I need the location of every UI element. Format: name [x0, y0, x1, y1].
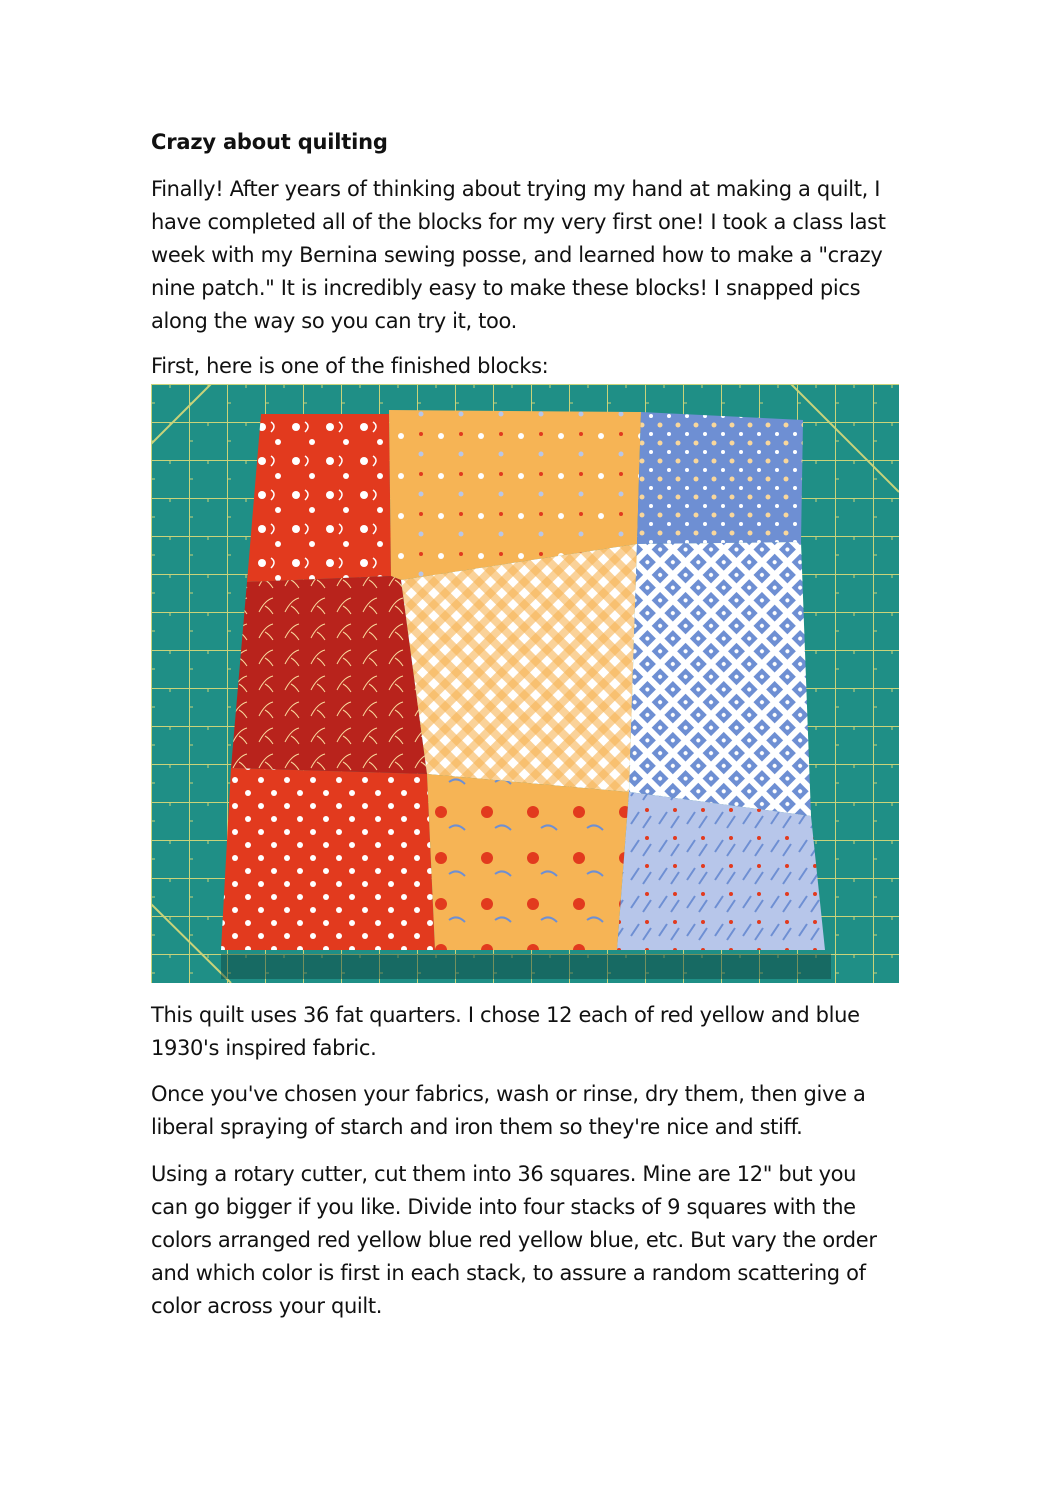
text-line: Using a rotary cutter, cut them into 36 squares. Mine are 12" but you: [151, 1162, 857, 1186]
text-line: can go bigger if you like. Divide into four stacks of 9 squares with the: [151, 1195, 856, 1219]
page-title: Crazy about quilting: [151, 130, 388, 154]
patch-blue-dot: [637, 412, 803, 544]
text-line: and which color is first in each stack, to assure a random scattering of: [151, 1261, 866, 1285]
text-line: Finally! After years of thinking about trying my hand at making a quilt, I: [151, 177, 881, 201]
quilt-block-photo: [151, 384, 899, 983]
text-line: 1930's inspired fabric.: [151, 1036, 377, 1060]
text-line: First, here is one of the finished blocks:: [151, 354, 549, 378]
fabric-paragraph: [151, 999, 921, 1065]
cutting-paragraph: [151, 1158, 921, 1323]
text-line: Once you've chosen your fabrics, wash or rinse, dry them, then give a: [151, 1082, 866, 1106]
text-line: week with my Bernina sewing posse, and learned how to make a "crazy: [151, 243, 883, 267]
patch-blue-lattice: [629, 542, 811, 816]
intro-paragraph: [151, 173, 921, 338]
patch-red-dot: [221, 768, 435, 950]
patch-red-floral: [247, 414, 391, 582]
text-line: This quilt uses 36 fat quarters. I chose 12 each of red yellow and blue: [151, 1003, 860, 1027]
text-line: along the way so you can try it, too.: [151, 309, 517, 333]
patch-red-leaf: [231, 576, 427, 774]
text-line: color across your quilt.: [151, 1294, 383, 1318]
text-line: nine patch." It is incredibly easy to make these blocks! I snapped pics: [151, 276, 861, 300]
prep-paragraph: [151, 1078, 921, 1144]
patch-blue-sprig: [617, 792, 825, 950]
photo-caption: [151, 350, 921, 383]
text-line: colors arranged red yellow blue red yellow blue, etc. But vary the order: [151, 1228, 877, 1252]
patch-yellow-rose: [427, 774, 629, 950]
text-line: have completed all of the blocks for my very first one! I took a class last: [151, 210, 886, 234]
patch-yellow-gingham: [401, 544, 637, 792]
quilt-block: [221, 410, 831, 979]
text-line: liberal spraying of starch and iron them so they're nice and stiff.: [151, 1115, 803, 1139]
